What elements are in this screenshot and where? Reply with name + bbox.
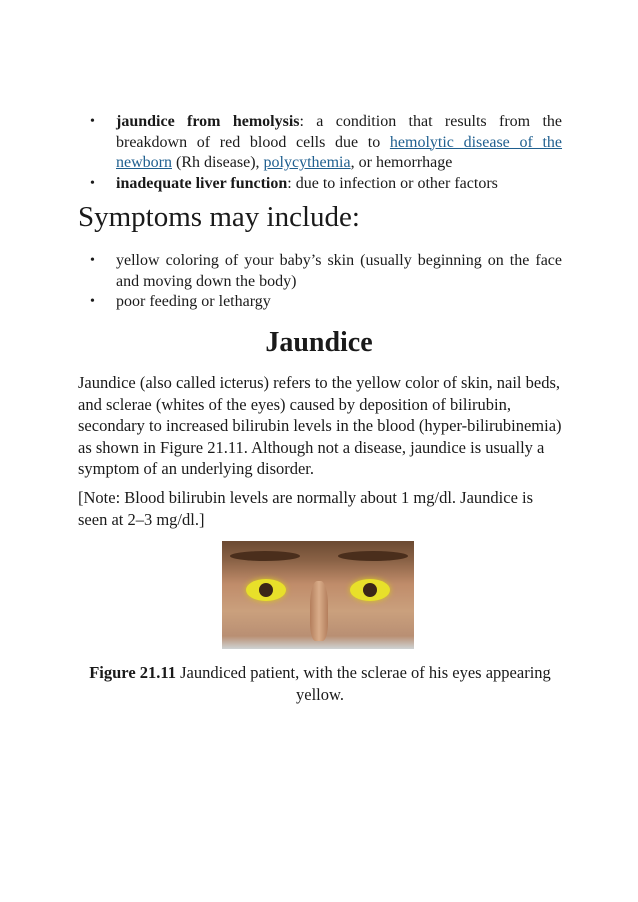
list-item: • jaundice from hemolysis: a condition that results from the breakdown of red blood cells due to hemolytic disease of the newborn (Rh disease), polycythemia, or hemorrhage — [90, 112, 562, 174]
polycythemia-link[interactable]: polycythemia — [263, 154, 351, 171]
list-item: • yellow coloring of your baby’s skin (usually beginning on the face and moving down the body) — [90, 251, 562, 292]
right-eye — [350, 579, 390, 601]
section-title: Jaundice — [265, 327, 373, 358]
jaundice-paragraph: Jaundice (also called icterus) refers to the yellow color of skin, nail beds, and sclerae (whites of the eyes) caused by deposition of bilirubin, secondary to increased bilirubin levels in the blood (hyper-bilirubinemia) as shown in Figure 21.11. Although not a disease, jaundice is usually a symptom of an underlying disorder. — [78, 373, 562, 478]
symptoms-list — [90, 251, 562, 313]
cause-term: jaundice from hemolysis — [116, 113, 300, 130]
figure-caption: Figure 21.11 Jaundiced patient, with the sclerae of his eyes appearing yellow. — [89, 663, 551, 704]
figure-label: Figure 21.11 — [89, 663, 176, 682]
causes-list — [90, 112, 562, 194]
jaundiced-eyes-photo — [222, 541, 414, 649]
list-item: • poor feeding or lethargy — [90, 292, 562, 313]
left-eyebrow — [230, 551, 300, 561]
left-eye — [246, 579, 286, 601]
cause-term: inadequate liver function — [116, 174, 288, 192]
right-eyebrow — [338, 551, 408, 561]
list-item: • inadequate liver function: due to infection or other factors — [90, 174, 562, 195]
note-paragraph: [Note: Blood bilirubin levels are normally about 1 mg/dl. Jaundice is seen at 2–3 mg/dl.] — [78, 488, 534, 529]
nose — [310, 581, 328, 641]
hemolytic-disease-link[interactable]: hemolytic disease of the newborn — [116, 133, 563, 171]
symptoms-heading: Symptoms may include: — [78, 201, 360, 233]
